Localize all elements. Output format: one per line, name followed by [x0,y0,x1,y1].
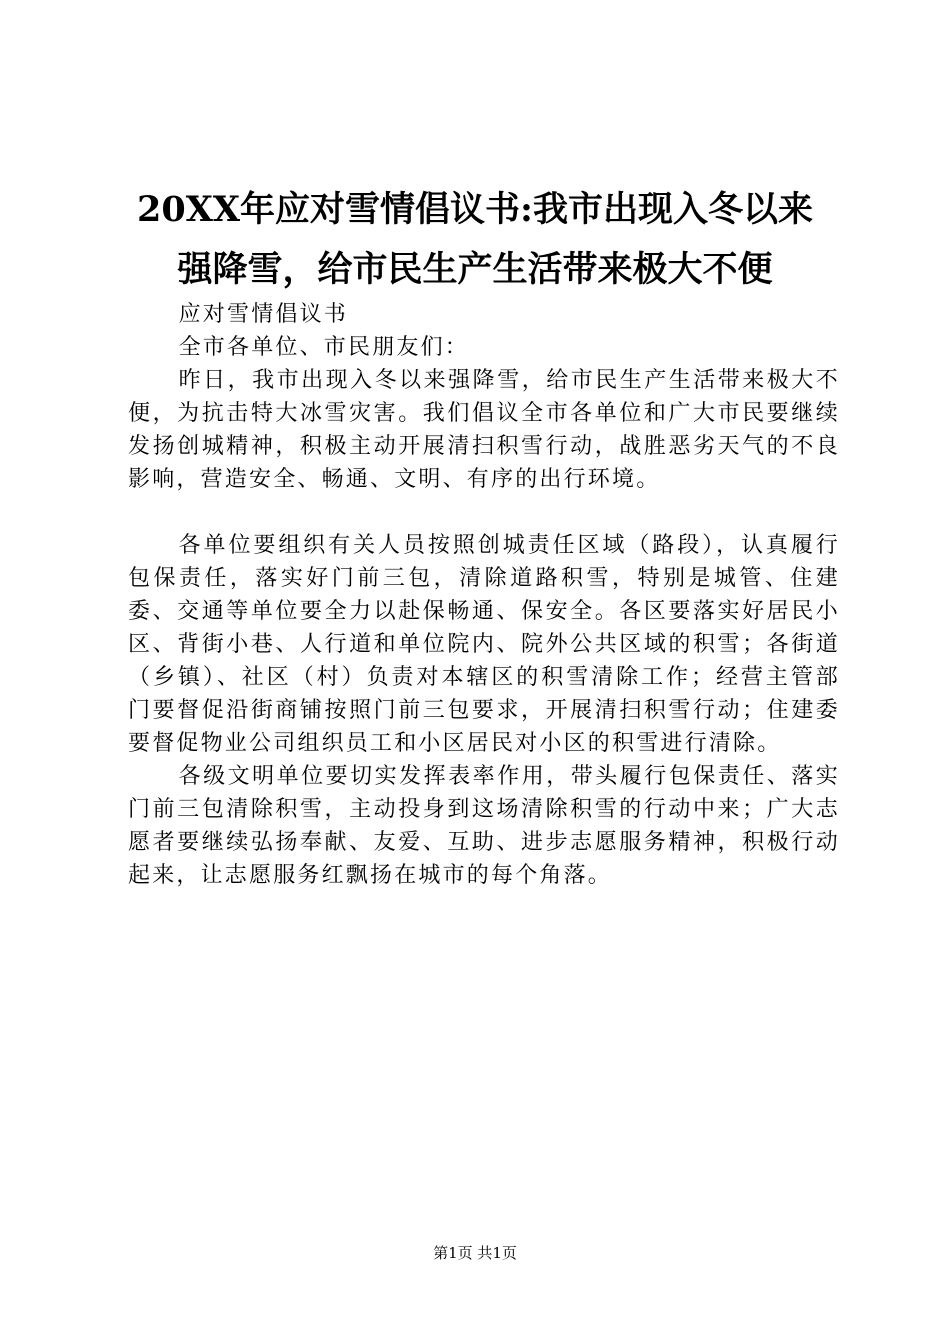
paragraph-2: 各单位要组织有关人员按照创城责任区域（路段），认真履行包保责任，落实好门前三包，清除道路积雪，特别是城管、住建委、交通等单位要全力以赴保畅通、保安全。各区要落实好居民小区、背街小巷、人行道和单位院内、院外公共区域的积雪；各街道（乡镇）、社区（村）负责对本辖区的积雪清除工作；经营主管部门要督促沿街商铺按照门前三包要求，开展清扫积雪行动；住建委要督促物业公司组织员工和小区居民对小区的积雪进行清除。 [128,533,840,756]
paragraph-1: 昨日，我市出现入冬以来强降雪，给市民生产生活带来极大不便，为抗击特大冰雪灾害。我们倡议全市各单位和广大市民要继续发扬创城精神，积极主动开展清扫积雪行动，战胜恶劣天气的不良影响，营造安全、畅通、文明、有序的出行环境。 [128,368,840,492]
paragraph-3: 各级文明单位要切实发挥表率作用，带头履行包保责任、落实门前三包清除积雪，主动投身到这场清除积雪的行动中来；广大志愿者要继续弘扬奉献、友爱、互助、进步志愿服务精神，积极行动起来，让志愿服务红飘扬在城市的每个角落。 [128,764,840,888]
document-title: 20XX年应对雪情倡议书:我市出现入冬以来强降雪，给市民生产生活带来极大不便 [137,189,813,290]
salutation: 全市各单位、市民朋友们： [178,335,469,360]
document-body [128,298,840,892]
page-footer: 第1页 共1页 [433,1244,517,1262]
document-heading: 应对雪情倡议书 [178,302,348,327]
